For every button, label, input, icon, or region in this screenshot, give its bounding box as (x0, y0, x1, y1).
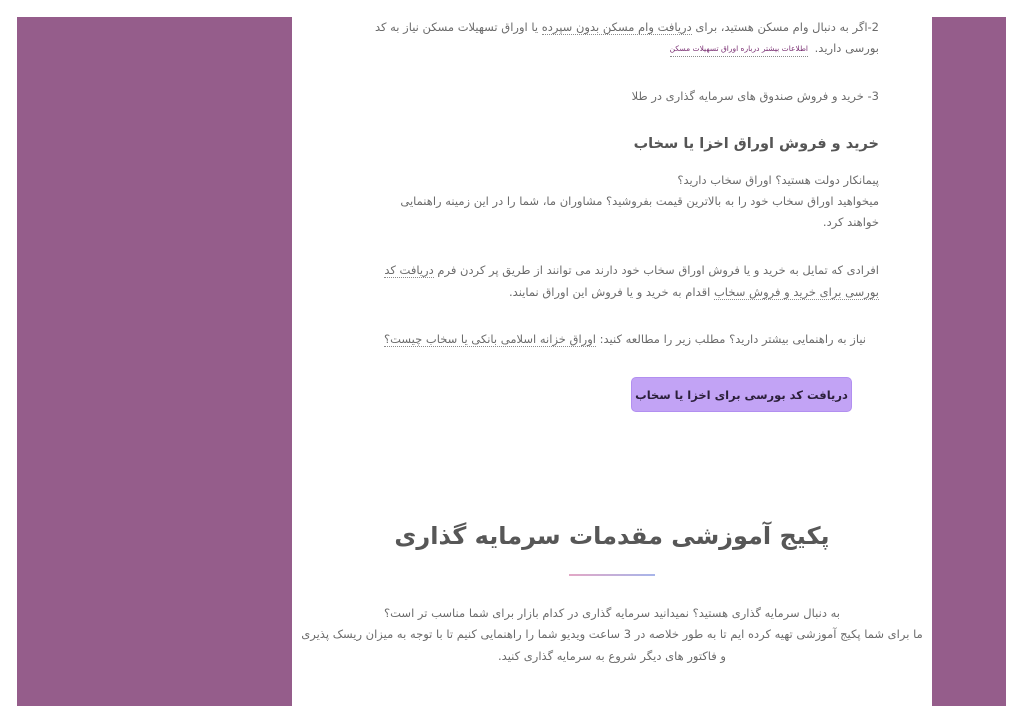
article-content (292, 0, 932, 723)
paragraph-item-3: 3- خرید و فروش صندوق های سرمایه گذاری در طلا (631, 89, 879, 103)
paragraph-text: افرادی که تمایل به خرید و یا فروش اوراق سخاب خود دارند می توانند از طریق پر کردن فرم (437, 263, 879, 277)
paragraph-line: به دنبال سرمایه گذاری هستید؟ نمیدانید سرمایه گذاری در کدام بازار برای شما مناسب تر است؟ (384, 606, 840, 620)
paragraph-text: یا اوراق تسهیلات مسکن نیاز به کد (374, 20, 539, 34)
paragraph-line: میخواهید اوراق سخاب خود را به بالاترین قیمت بفروشید؟ مشاوران ما، شما را در این زمینه راهنمایی (400, 194, 879, 208)
paragraph-line (384, 329, 866, 350)
paragraph-text: نیاز به راهنمایی بیشتر دارید؟ مطلب زیر را مطالعه کنید: (599, 332, 866, 346)
heading-divider (569, 574, 655, 576)
paragraph-line (384, 260, 879, 281)
get-exchange-code-button[interactable]: دریافت کد بورسی برای اخزا یا سخاب (631, 377, 852, 412)
exchange-code-link[interactable]: دریافت کد (384, 263, 434, 277)
paragraph-line: و فاکتور های دیگر شروع به سرمایه گذاری کنید. (498, 649, 726, 663)
paragraph-line: پیمانکار دولت هستید؟ اوراق سخاب دارید؟ (677, 173, 879, 187)
paragraph-line: ما برای شما پکیج آموزشی تهیه کرده ایم تا به طور خلاصه در 3 ساعت ویدیو شما را راهنمایی کنیم تا با توجه به میزان ریسک پذیری (301, 627, 923, 641)
right-background-panel (932, 17, 1006, 706)
left-background-panel (17, 17, 292, 706)
exchange-code-form-link[interactable]: بورسی برای خرید و فروش سخاب (713, 285, 879, 299)
paragraph-item-2 (375, 17, 879, 38)
paragraph-item-2-cont: بورسی دارید. (814, 41, 879, 55)
investment-package-heading: پکیج آموزشی مقدمات سرمایه گذاری (394, 522, 830, 550)
mortgage-loan-link[interactable]: دریافت وام مسکن بدون سپرده (541, 20, 692, 34)
mortgage-bonds-info-link[interactable]: اطلاعات بیشتر درباره اوراق تسهیلات مسکن (670, 44, 808, 57)
paragraph-line: خواهند کرد. (822, 215, 879, 229)
paragraph-line (509, 282, 879, 303)
islamic-treasury-bonds-link[interactable]: اوراق خزانه اسلامی بانکی یا سخاب چیست؟ (384, 332, 596, 346)
paragraph-text: 2-اگر به دنبال وام مسکن هستید، برای (695, 20, 879, 34)
section-heading-sukuk: خرید و فروش اوراق اخزا یا سخاب (633, 136, 879, 152)
paragraph-text: اقدام به خرید و یا فروش این اوراق نمایند. (509, 285, 711, 299)
